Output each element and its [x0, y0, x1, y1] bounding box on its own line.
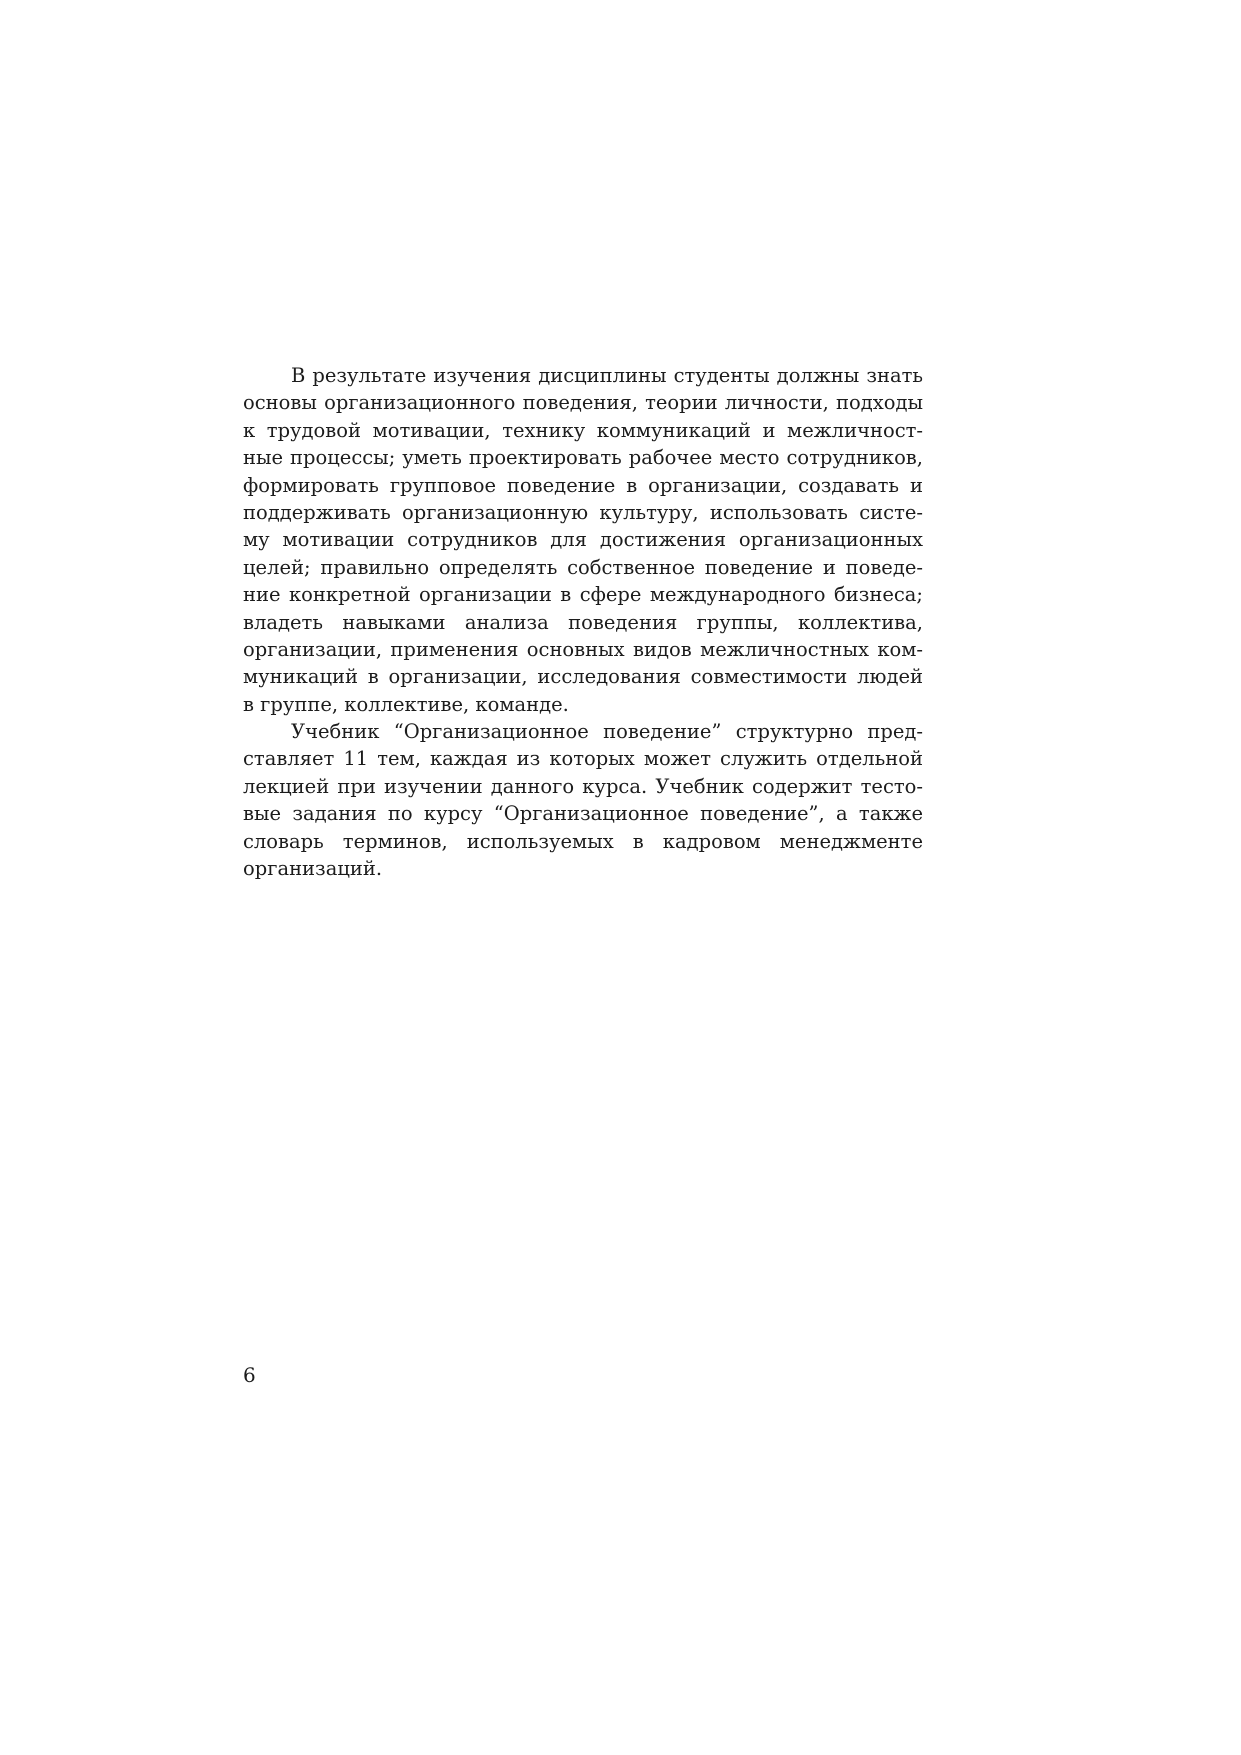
text-line: владеть навыками анализа поведения группы, коллектива,	[243, 610, 923, 634]
text-line: к трудовой мотивации, технику коммуникаций и межличност-	[243, 418, 923, 442]
text-line: Учебник “Организационное поведение” структурно пред-	[291, 720, 923, 744]
text-line: муникаций в организации, исследования совместимости людей	[243, 665, 923, 689]
text-line: вые задания по курсу “Организационное поведение”, а также	[243, 802, 923, 826]
text-line: лекцией при изучении данного курса. Учебник содержит тесто-	[243, 774, 923, 798]
text-line: организаций.	[243, 857, 383, 881]
text-line: основы организационного поведения, теории личности, подходы	[243, 391, 923, 415]
text-line: ные процессы; уметь проектировать рабочее место сотрудников,	[243, 446, 923, 470]
text-line: В результате изучения дисциплины студенты должны знать	[291, 364, 923, 387]
body-text	[243, 362, 923, 882]
text-line: ние конкретной организации в сфере международного бизнеса;	[243, 583, 923, 607]
text-line: словарь терминов, используемых в кадровом менеджменте	[243, 829, 923, 853]
text-line: поддерживать организационную культуру, использовать систе-	[243, 500, 923, 524]
text-line: организации, применения основных видов межличностных ком-	[243, 637, 923, 661]
text-line: формировать групповое поведение в организации, создавать и	[243, 473, 923, 497]
text-line: ставляет 11 тем, каждая из которых может служить отдельной	[243, 747, 923, 771]
text-line: целей; правильно определять собственное поведение и поведе-	[243, 555, 923, 579]
text-line: му мотивации сотрудников для достижения организационных	[243, 528, 923, 552]
paragraph-2	[243, 718, 923, 882]
text-line: в группе, коллективе, команде.	[243, 692, 569, 716]
paragraph-1	[243, 362, 923, 718]
page-number: 6	[243, 1363, 256, 1387]
